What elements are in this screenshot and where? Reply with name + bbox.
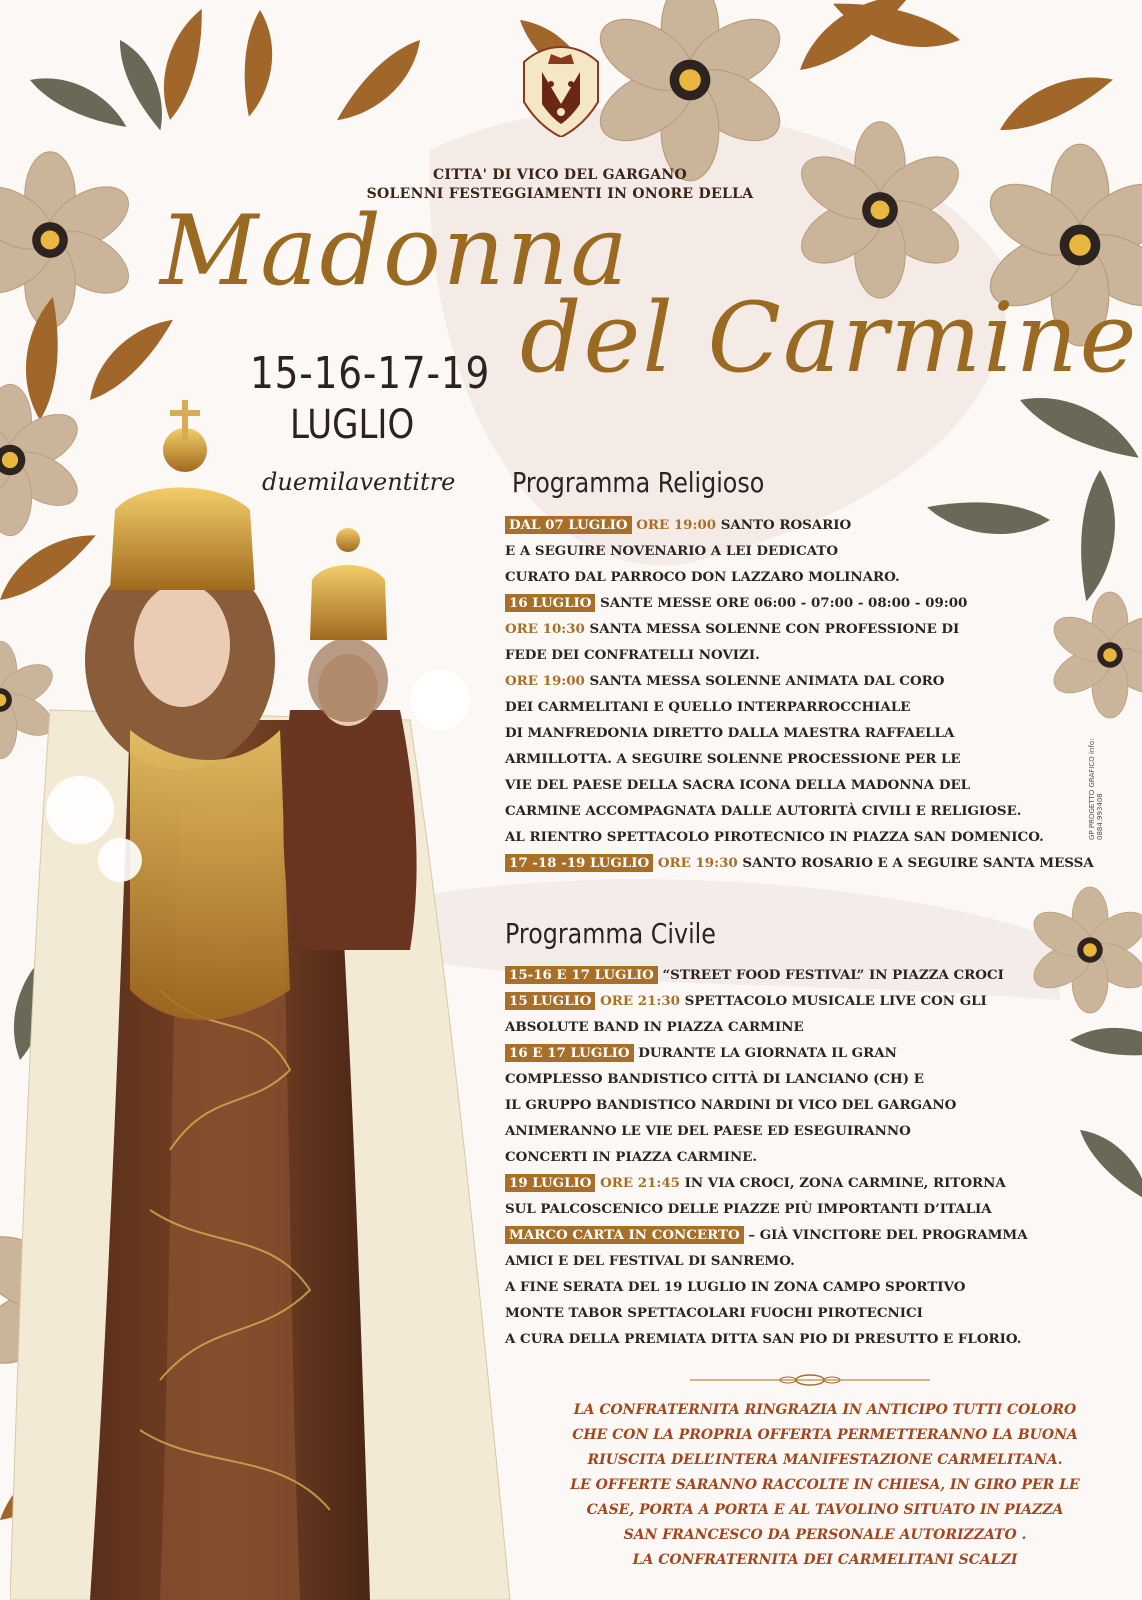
date-tag: 16 E 17 LUGLIO [505,1044,634,1062]
sub-line: SOLENNI FESTEGGIAMENTI IN ONORE DELLA [366,186,754,202]
program-text: SANTO ROSARIO E A SEGUIRE SANTA MESSA [737,855,1094,871]
thanks-line: RIUSCITA DELL’INTERA MANIFESTAZIONE CARMELITANA. [587,1452,1063,1468]
program-text: VIE DEL PAESE DELLA SACRA ICONA DELLA MADONNA DEL [505,777,971,793]
time-highlight: ORE 19:00 [505,673,585,689]
program-line [505,1118,1125,1144]
program-line [505,720,1125,746]
program-line [505,1196,1125,1222]
program-line [505,1326,1125,1352]
program-line [505,538,1125,564]
program-line [505,746,1125,772]
program-text: CONCERTI IN PIAZZA CARMINE. [505,1149,758,1165]
carmelite-emblem [516,42,606,137]
city-line: CITTA' DI VICO DEL GARGANO [432,167,688,183]
program-text: FEDE DEI CONFRATELLI NOVIZI. [505,647,760,663]
program-line [505,1014,1125,1040]
program-line [505,824,1125,850]
program-line [505,1092,1125,1118]
time-highlight: ORE 21:30 [600,993,680,1009]
program-text: E A SEGUIRE NOVENARIO A LEI DEDICATO [505,543,839,559]
program-line [505,564,1125,590]
program-text: SANTO ROSARIO [716,517,852,533]
date-tag: DAL 07 LUGLIO [505,516,632,534]
thanks-line: LA CONFRATERNITA RINGRAZIA IN ANTICIPO TUTTI COLORO [573,1402,1077,1418]
festival-month: LUGLIO [290,402,415,448]
time-highlight: ORE 21:45 [600,1175,680,1191]
festival-dates: 15-16-17-19 [250,348,491,399]
date-tag: MARCO CARTA IN CONCERTO [505,1226,744,1244]
program-line [505,616,1125,642]
program-text: CARMINE ACCOMPAGNATA DALLE AUTORITÀ CIVILI E RELIGIOSE. [505,803,1022,819]
thanks-line: LA CONFRATERNITA DEI CARMELITANI SCALZI [632,1552,1018,1568]
program-text: DURANTE LA GIORNATA IL GRAN [638,1045,897,1061]
program-line [505,850,1125,876]
heading-programma-civile: Programma Civile [505,917,716,950]
program-line [505,1248,1125,1274]
program-line [505,694,1125,720]
date-tag: 19 LUGLIO [505,1174,595,1192]
thanks-line: CASE, PORTA A PORTA E AL TAVOLINO SITUATO IN PIAZZA [586,1502,1064,1518]
program-line [505,668,1125,694]
program-text: SANTE MESSE ORE 06:00 - 07:00 - 08:00 - 09:00 [600,595,968,611]
thanks-note [530,1398,1120,1573]
title-madonna: Madonna [160,195,630,307]
program-text: IN VIA CROCI, ZONA CARMINE, RITORNA [679,1175,1006,1191]
date-tag: 17 -18 -19 LUGLIO [505,854,653,872]
date-tag: 15-16 E 17 LUGLIO [505,966,658,984]
program-line [505,590,1125,616]
time-highlight: ORE 19:00 [636,517,717,533]
time-highlight: ORE 10:30 [505,621,585,637]
ornament-divider [690,1372,930,1388]
date-tag: 15 LUGLIO [505,992,595,1010]
heading-programma-religioso: Programma Religioso [512,466,765,499]
program-text: MONTE TABOR SPETTACOLARI FUOCHI PIROTECNICI [505,1305,923,1321]
program-line [505,1170,1125,1196]
time-highlight: ORE 19:30 [657,855,738,871]
program-line [505,1222,1125,1248]
program-text: SANTA MESSA SOLENNE ANIMATA DAL CORO [584,673,945,689]
thanks-line: SAN FRANCESCO DA PERSONALE AUTORIZZATO . [623,1527,1027,1543]
program-line [505,1144,1125,1170]
madonna-statue-image [10,390,530,1600]
program-text: SPETTACOLO MUSICALE LIVE CON GLI [679,993,987,1009]
program-text: A CURA DELLA PREMIATA DITTA SAN PIO DI PRESUTTO E FLORIO. [505,1331,1022,1347]
program-text: SANTA MESSA SOLENNE CON PROFESSIONE DI [584,621,960,637]
program-text: IL GRUPPO BANDISTICO NARDINI DI VICO DEL GARGANO [505,1097,957,1113]
program-text: ARMILLOTTA. A SEGUIRE SOLENNE PROCESSIONE PER LE [505,751,961,767]
program-line [505,1300,1125,1326]
thanks-line: LE OFFERTE SARANNO RACCOLTE IN CHIESA, IN GIRO PER LE [570,1477,1080,1493]
program-text: SUL PALCOSCENICO DELLE PIAZZE PIÙ IMPORTANTI D’ITALIA [505,1201,992,1217]
program-line [505,1066,1125,1092]
festival-year: duemilaventitre [262,468,456,496]
program-text: ABSOLUTE BAND IN PIAZZA CARMINE [505,1019,804,1035]
program-text: AL RIENTRO SPETTACOLO PIROTECNICO IN PIAZZA SAN DOMENICO. [505,829,1044,845]
program-line [505,962,1125,988]
program-line [505,798,1125,824]
program-line [505,772,1125,798]
program-text: A FINE SERATA DEL 19 LUGLIO IN ZONA CAMPO SPORTIVO [505,1279,966,1295]
program-text: DEI CARMELITANI E QUELLO INTERPARROCCHIALE [505,699,911,715]
program-line [505,642,1125,668]
program-line [505,512,1125,538]
program-text: DI MANFREDONIA DIRETTO DALLA MAESTRA RAFFAELLA [505,725,955,741]
program-text: “STREET FOOD FESTIVAL” IN PIAZZA CROCI [662,967,1004,983]
program-text: AMICI E DEL FESTIVAL DI SANREMO. [505,1253,795,1269]
program-civile [505,962,1125,1352]
designer-credit: GP PROGETTO GRAFICO info: 0884.993408 [1088,738,1104,840]
program-text: ANIMERANNO LE VIE DEL PAESE ED ESEGUIRANNO [505,1123,911,1139]
title-del-carmine: del Carmine [520,282,1139,394]
program-line [505,988,1125,1014]
thanks-line: CHE CON LA PROPRIA OFFERTA PERMETTERANNO LA BUONA [572,1427,1078,1443]
program-line [505,1274,1125,1300]
program-line [505,1040,1125,1066]
date-tag: 16 LUGLIO [505,594,595,612]
program-text: COMPLESSO BANDISTICO CITTÀ DI LANCIANO (CH) E [505,1071,924,1087]
program-text: CURATO DAL PARROCO DON LAZZARO MOLINARO. [505,569,900,585]
program-religioso [505,512,1125,876]
program-text: – GIÀ VINCITORE DEL PROGRAMMA [748,1227,1028,1243]
